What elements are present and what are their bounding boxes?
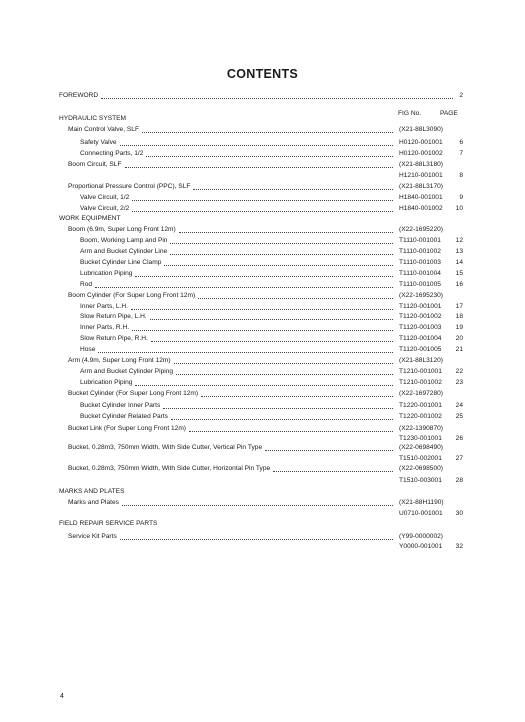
toc-entry — [0, 497, 525, 508]
toc-entry-label: Main Control Valve, SLF — [68, 126, 139, 133]
dot-leader — [201, 386, 393, 397]
dot-leader — [95, 277, 393, 288]
toc-entry-fig-no: T1110-001005 — [399, 281, 441, 288]
toc-entry-label: Bucket Cylinder Inner Parts — [80, 402, 161, 409]
toc-entry-label: Arm (4.9m, Super Long Front 12m) — [68, 357, 171, 364]
dot-leader — [101, 88, 453, 99]
toc-entry-label: Hose — [80, 346, 96, 353]
toc-entry-label: Connecting Parts, 1/2 — [80, 150, 144, 157]
toc-entry-fig-no: U0710-001001 — [399, 510, 443, 517]
toc-entry-page: 19 — [455, 324, 463, 331]
toc-entry-label: Slow Return Pipe, R.H. — [80, 335, 148, 342]
toc-entry-fig-no: (X21-88L3090) — [399, 126, 443, 133]
toc-entry-page: 16 — [455, 281, 463, 288]
toc-entry-fig-no: T1210-001001 — [399, 368, 442, 375]
toc-entry-label: Inner Parts, L.H. — [80, 303, 129, 310]
toc-entry-page: 21 — [455, 346, 463, 353]
toc-entry-page: 9 — [459, 194, 463, 201]
dot-leader — [135, 375, 393, 386]
dot-leader — [132, 190, 393, 201]
dot-leader — [98, 342, 393, 353]
toc-entry-fig-no: T1220-001001 — [399, 402, 442, 409]
dot-leader — [120, 529, 393, 540]
page-title: CONTENTS — [226, 67, 299, 81]
dot-leader — [132, 201, 393, 212]
toc-entry-page: 28 — [455, 477, 463, 484]
dot-leader — [189, 421, 393, 432]
toc-entry-page: 32 — [455, 543, 463, 550]
toc-entry-page: 14 — [455, 259, 463, 266]
toc-entry-fig-no: (X22-0698500) — [399, 465, 443, 472]
toc-entry-label: Slow Return Pipe, L.H. — [80, 313, 147, 320]
toc-entry-fig-no: T1210-001002 — [399, 379, 442, 386]
dot-leader — [171, 409, 393, 420]
toc-entry-page: 7 — [459, 150, 463, 157]
toc-entry-label: Boom Cylinder (For Super Long Front 12m) — [68, 292, 196, 299]
dot-leader — [176, 364, 393, 375]
toc-entry-label: Boom Circuit, SLF — [68, 161, 122, 168]
page-header: PAGE — [440, 110, 458, 117]
toc-entry-page: 30 — [455, 510, 463, 517]
toc-entry-page: 22 — [455, 368, 463, 375]
toc-entry-label: Inner Parts, R.H. — [80, 324, 130, 331]
toc-entry-fig-no: T1120-001005 — [399, 346, 442, 353]
toc-entry-label: Safety Valve — [80, 139, 117, 146]
toc-entry-fig-no: T1110-001001 — [399, 237, 441, 244]
toc-entry-label: Service Kit Parts — [68, 533, 117, 540]
toc-entry-fig-no: (X22-1695230) — [399, 292, 443, 299]
toc-entry-page: 25 — [455, 413, 463, 420]
toc-entry-fig-no: T1510-003001 — [399, 477, 442, 484]
toc-entry-label: Lubrication Piping — [80, 379, 133, 386]
toc-entry-page: 17 — [455, 303, 463, 310]
dot-leader — [179, 222, 393, 233]
fig-no-header: FIG No. — [398, 110, 422, 117]
toc-entry-fig-no: (X22-1390870) — [399, 425, 443, 432]
toc-entry-fig-no: (X21-88L3180) — [399, 161, 443, 168]
toc-entry-page: 20 — [455, 335, 463, 342]
dot-leader — [265, 440, 393, 451]
toc-entry-label: MARKS AND PLATES — [59, 488, 125, 495]
dot-leader — [120, 135, 393, 146]
toc-entry-fig-no: (X21-88L3120) — [399, 357, 443, 364]
toc-entry-label: Bucket, 0.28m3, 750mm Width, With Side Cutter, Horizontal Pin Type — [68, 465, 271, 472]
toc-entry — [0, 463, 525, 474]
toc-entry — [0, 90, 525, 101]
toc-entry-fig-no: (Y99-0000002) — [399, 533, 443, 540]
dot-leader — [142, 122, 393, 133]
dot-leader — [174, 353, 393, 364]
toc-entry-label: WORK EQUIPMENT — [59, 215, 121, 222]
toc-entry-fig-no: H0120-001002 — [399, 150, 443, 157]
toc-entry-fig-no: T1220-001002 — [399, 413, 442, 420]
dot-leader — [135, 266, 393, 277]
toc-entry-fig-no: T1120-001001 — [399, 303, 442, 310]
dot-leader — [151, 331, 393, 342]
toc-entry-label: Boom, Working Lamp and Pin — [80, 237, 168, 244]
toc-entry-fig-no: H1840-001002 — [399, 205, 443, 212]
toc-entry-label: FIELD REPAIR SERVICE PARTS — [59, 520, 158, 527]
toc-entry-page: 27 — [455, 455, 463, 462]
toc-entry — [0, 518, 525, 529]
dot-leader — [125, 157, 394, 168]
toc-entry-page: 8 — [459, 172, 463, 179]
toc-entry-label: Boom (6.9m, Super Long Front 12m) — [68, 226, 176, 233]
toc-entry-fig-no: (X22-1695220) — [399, 226, 443, 233]
toc-entry-label: FOREWORD — [59, 92, 99, 99]
dot-leader — [198, 288, 393, 299]
dot-leader — [273, 461, 393, 472]
toc-entry-page: 23 — [455, 379, 463, 386]
toc-entry-fig-no: (X21-88L3170) — [399, 183, 443, 190]
toc-entry-label: Proportional Pressure Control (PPC), SLF — [68, 183, 191, 190]
toc-entry-fig-no: H1840-001001 — [399, 194, 443, 201]
dot-leader — [146, 146, 393, 157]
toc-entry-page: 6 — [459, 139, 463, 146]
toc-entry-fig-no: T1230-001001 — [399, 435, 442, 442]
toc-entry-fig-no: Y0000-001001 — [399, 543, 443, 550]
toc-entry-fig-no: T1510-002001 — [399, 455, 442, 462]
toc-entry — [0, 124, 525, 135]
dot-leader — [132, 320, 393, 331]
toc-entry-fig-no: T1120-001004 — [399, 335, 442, 342]
toc-entry-label: Arm and Bucket Cylinder Line — [80, 248, 168, 255]
toc-entry-page: 12 — [455, 237, 463, 244]
toc-entry-fig-no: (X22-0698490) — [399, 444, 443, 451]
dot-leader — [170, 244, 393, 255]
toc-entry-label: Valve Circuit, 2/2 — [80, 205, 130, 212]
toc-entry-page: 24 — [455, 402, 463, 409]
dot-leader — [150, 309, 393, 320]
toc-entry-page: 15 — [455, 270, 463, 277]
toc-entry — [0, 442, 525, 453]
toc-entry-label: Bucket Link (For Super Long Front 12m) — [68, 425, 187, 432]
toc-entry-fig-no: (X21-88H1190) — [399, 499, 444, 506]
toc-entry-label: Lubrication Piping — [80, 270, 133, 277]
toc-entry-label: Valve Circuit, 1/2 — [80, 194, 130, 201]
page-number: 4 — [60, 693, 64, 700]
toc-entry-page: 13 — [455, 248, 463, 255]
dot-leader — [170, 233, 393, 244]
toc-entry-page: 18 — [455, 313, 463, 320]
toc-entry-page: 2 — [459, 92, 463, 99]
dot-leader — [122, 495, 393, 506]
toc-entry-label: Bucket Cylinder Related Parts — [80, 413, 168, 420]
toc-entry-fig-no: H0120-001001 — [399, 139, 443, 146]
toc-entry-fig-no: T1110-001002 — [399, 248, 441, 255]
toc-entry-fig-no: T1120-001002 — [399, 313, 442, 320]
toc-entry-label: Arm and Bucket Cylinder Piping — [80, 368, 174, 375]
toc-entry — [0, 541, 525, 552]
toc-entry-label: Bucket Cylinder (For Super Long Front 12m) — [68, 390, 199, 397]
toc-entry-label: Bucket, 0.28m3, 750mm Width, With Side Cutter, Vertical Pin Type — [68, 444, 263, 451]
toc-entry-label: Bucket Cylinder Line Clamp — [80, 259, 162, 266]
toc-entry-fig-no: (X22-1697280) — [399, 390, 443, 397]
dot-leader — [163, 398, 393, 409]
toc-entry-fig-no: H1210-001001 — [399, 172, 443, 179]
toc-entry-fig-no: T1110-001004 — [399, 270, 441, 277]
toc-entry-page: 10 — [455, 205, 463, 212]
toc-entry-label: HYDRAULIC SYSTEM — [59, 115, 127, 122]
toc-entry — [0, 475, 525, 486]
toc-entry-label: Rod — [80, 281, 93, 288]
toc-entry — [0, 159, 525, 170]
dot-leader — [193, 179, 393, 190]
toc-entry-fig-no: T1110-001003 — [399, 259, 441, 266]
dot-leader — [164, 255, 393, 266]
toc-entry-label: Marks and Plates — [68, 499, 119, 506]
toc-entry-fig-no: T1120-001003 — [399, 324, 442, 331]
toc-entry-page: 26 — [455, 435, 463, 442]
